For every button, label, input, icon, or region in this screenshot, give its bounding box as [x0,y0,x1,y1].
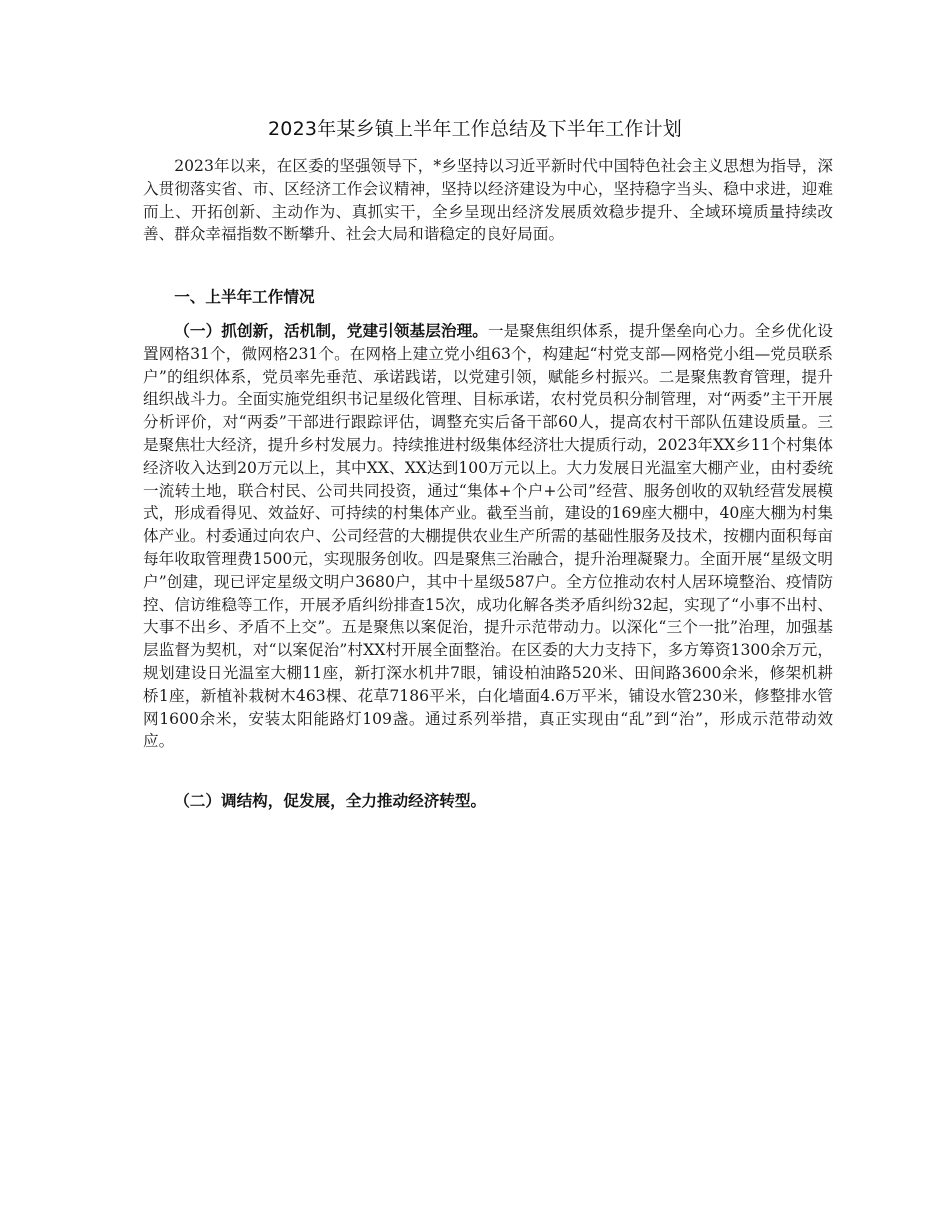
subsection-2-heading: （二）调结构，促发展，全力推动经济转型。 [174,792,487,810]
subsection-1-paragraph [143,320,833,753]
subsection-1-heading: （一）抓创新，活机制，党建引领基层治理。 [174,322,488,340]
subsection-1-body: 一是聚焦组织体系，提升堡垒向心力。全乡优化设置网格31个，微网格231个。在网格上建立党小组63个，构建起“村党支部—网格党小组—党员联系户”的组织体系，党员率先垂范、承诺践诺，以党建引领，赋能乡村振兴。二是聚焦教育管理，提升组织战斗力。全面实施党组织书记星级化管理、目标承诺，农村党员积分制管理，对“两委”主干开展分析评价，对“两委”干部进行跟踪评估，调整充实后备干部60人，提高农村干部队伍建设质量。三是聚焦壮大经济，提升乡村发展力。持续推进村级集体经济壮大提质行动，2023年XX乡11个村集体经济收入达到20万元以上，其中XX、XX达到100万元以上。大力发展日光温室大棚产业，由村委统一流转土地，联合村民、公司共同投资，通过“集体+个户+公司”经营、服务创收的双轨经营发展模式，形成看得见、效益好、可持续的村集体产业。截至当前，建设的169座大棚中，40座大棚为村集体产业。村委通过向农户、公司经营的大棚提供农业生产所需的基础性服务及技术，按棚内面积每亩每年收取管理费1500元，实现服务创收。四是聚焦三治融合，提升治理凝聚力。全面开展“星级文明户”创建，现已评定星级文明户3680户，其中十星级587户。全方位推动农村人居环境整治、疫情防控、信访维稳等工作，开展矛盾纠纷排查15次，成功化解各类矛盾纠纷32起，实现了“小事不出村、大事不出乡、矛盾不上交”。五是聚焦以案促治，提升示范带动力。以深化“三个一批”治理，加强基层监督为契机，对“以案促治”村XX村开展全面整治。在区委的大力支持下，多方筹资1300余万元，规划建设日光温室大棚11座，新打深水机井7眼，铺设柏油路520米、田间路3600余米，修架机耕桥1座，新植补栽树木463棵、花草7186平米，白化墙面4.6万平米，铺设水管230米，修整排水管网1600余米，安装太阳能路灯109盏。通过系列举措，真正实现由“乱”到“治”，形成示范带动效应。 [143,322,833,751]
intro-paragraph: 2023年以来，在区委的坚强领导下，*乡坚持以习近平新时代中国特色社会主义思想为指导，深入贯彻落实省、市、区经济工作会议精神，坚持以经济建设为中心，坚持稳字当头、稳中求进，迎难而上、开拓创新、主动作为、真抓实干，全乡呈现出经济发展质效稳步提升、全域环境质量持续改善、群众幸福指数不断攀升、社会大局和谐稳定的良好局面。 [143,157,833,244]
document-title: 2023年某乡镇上半年工作总结及下半年工作计划 [268,118,682,140]
section-heading-first-half-work: 一、上半年工作情况 [174,288,315,306]
